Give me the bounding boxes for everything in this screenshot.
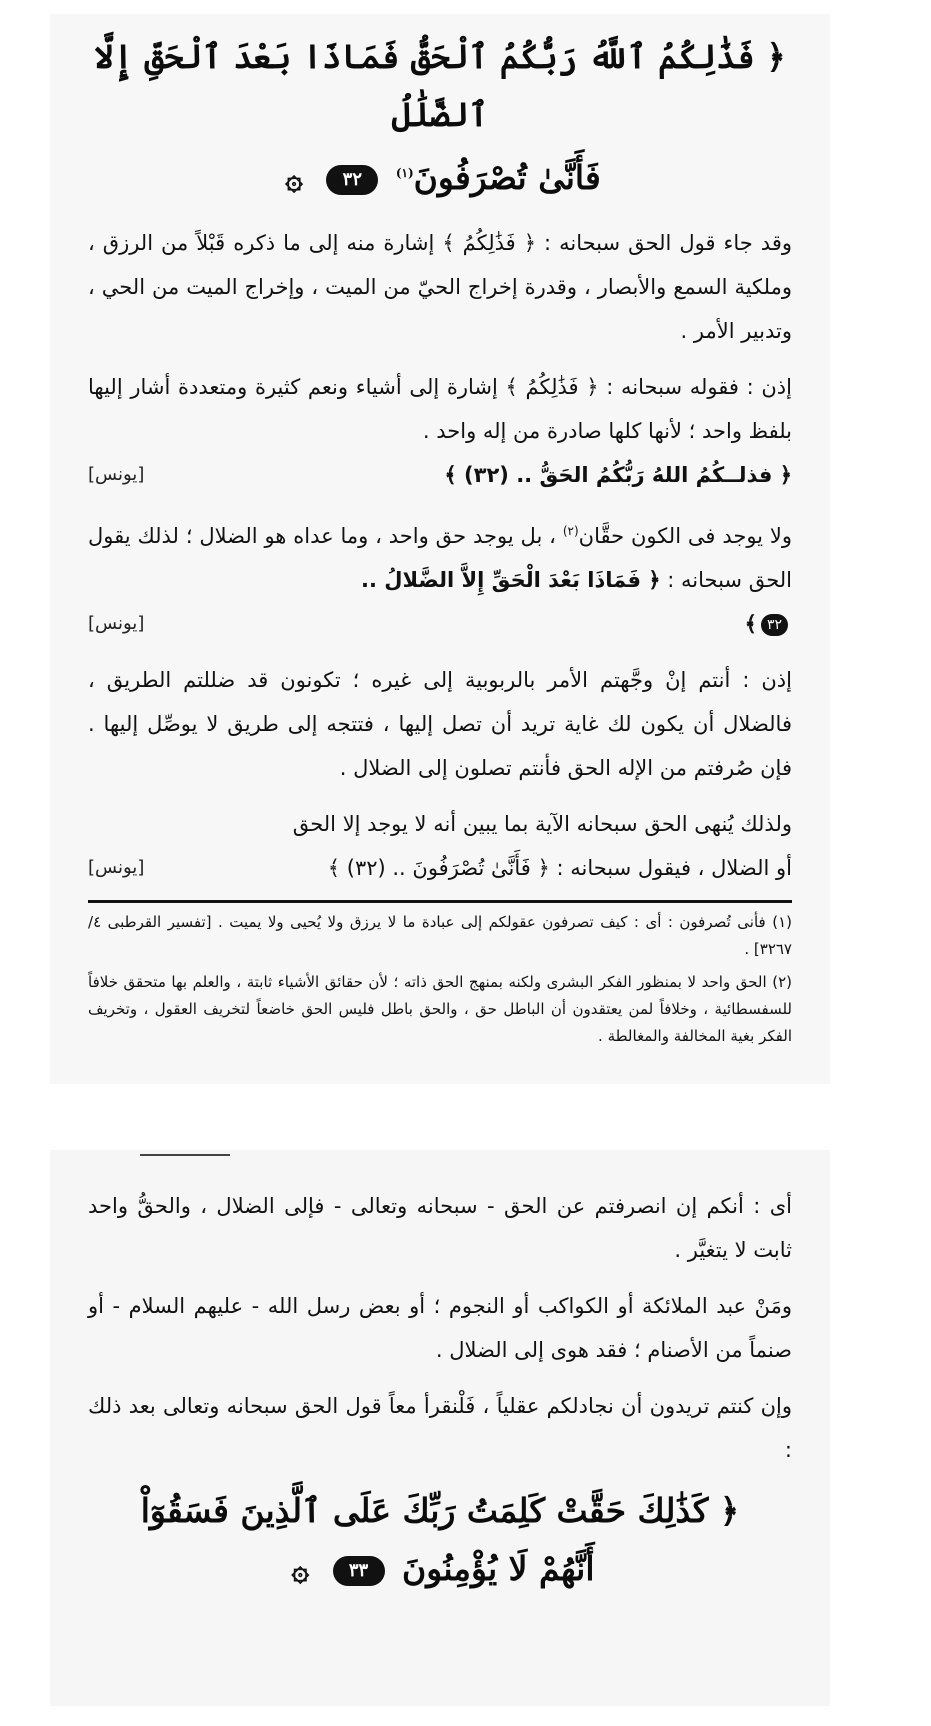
paragraph-2: إذن : فقوله سبحانه : ﴿ فَذَٰلِكُمُ ﴾ إشارة إلى أشياء ونعم كثيرة ومتعددة أشار إليها بلفظ واحد ؛ لأنها كلها صادرة من إله واحد . [88,375,792,443]
verse-line-1: ﴿ فَذَٰلِكُمُ ٱللَّهُ رَبُّكُمُ ٱلْحَقُّ فَمَاذَا بَعْدَ ٱلْحَقِّ إِلَّا ٱلضَّلَٰلُ [94,37,786,134]
surah-ref-2: [يونس] [88,613,145,634]
verse-line-2-text: فَأَنَّىٰ تُصْرَفُونَ [413,158,601,197]
verse-line-2 [50,144,830,209]
ayah-number-badge-33: ٣٣ [333,1556,385,1586]
quote-line-1 [50,453,830,497]
surah-ref-3: [يونس] [88,857,145,878]
quote-text-1: ﴿ فذلــكُمُ اللهُ رَبُّكُمُ الحَقُّ .. (٣٢) ﴾ [444,463,792,487]
quote-line-3 [50,846,830,890]
verse-33-line-1: ﴿ كَذَٰلِكَ حَقَّتْ كَلِمَتُ رَبِّكَ عَلَى ٱلَّذِينَ فَسَقُوٓاْ [140,1491,740,1530]
paragraph-8: وإن كنتم تريدون أن نجادلكم عقلياً ، فَلْنقرأ معاً قول الحق سبحانه وتعالى بعد ذلك : [88,1394,792,1462]
paragraph-5-line-1: ولذلك يُنهى الحق سبحانه الآية بما يبين أنه لا يوجد إلا الحق [292,812,792,836]
verse-end-ornament-icon: ۞ [291,1553,310,1588]
paragraph-7: ومَنْ عبد الملائكة أو الكواكب أو النجوم ؛ أو بعض رسل الله - عليهم السلام - أو صنماً من الأصنام ؛ فقد هوى إلى الضلال . [88,1294,792,1362]
paragraph-4: إذن : أنتم إنْ وجَّهتم الأمر بالربوبية إلى غيره ؛ تكونون قد ضللتم الطريق ، فالضلال أن يكون لك غاية تريد أن تصل إليها ، فتتجه إلى طريق لا يوصِّل إليها . فإن صُرفتم من الإله الحق فأنتم تصلون إلى الضلال . [88,668,792,780]
paragraph-6: أى : أنكم إن انصرفتم عن الحق - سبحانه وتعالى - فإلى الضلال ، والحقُّ واحد ثابت لا يتغيَّر . [88,1194,792,1262]
verse-33-line-2-text: أَنَّهُمْ لَا يُؤْمِنُونَ [402,1549,595,1588]
ayah-number-small: ٣٢ [761,614,788,636]
footnote-2: (٢) الحق واحد لا بمنظور الفكر البشرى ولكنه بمنهج الحق ذاته ؛ لأن حقائق الأشياء ثابتة ، والعلم بها متحقق خلافاً للسفسطائية ، وخلافاً لمن يعتقدون أن الباطل حق ، والحق باطل فليس الحق خاضعاً لتخريف العقول ، وتخريف الفكر بغية المخالفة والمغالطة . [88,973,792,1045]
footnote-ref-1: (١) [395,166,414,180]
page-edge-mark [140,1154,230,1156]
paragraph-3-start: ولا يوجد فى الكون حقَّان [578,524,792,548]
quote-close-bracket: ﴾ [744,612,757,636]
quran-verse-33 [50,1482,830,1600]
verse-end-ornament-icon: ۞ [285,162,303,197]
ayah-number-badge: ٣٢ [326,165,378,195]
paragraph-3-quote: ﴿ فَمَاذَا بَعْدَ الْحَقِّ إِلاَّ الضَّلالُ .. [360,568,661,592]
paragraph-1: وقد جاء قول الحق سبحانه : ﴿ فَذَٰلِكُمُ ﴾ إشارة منه إلى ما ذكره قَبْلاً من الرزق ، وملكية السمع والأبصار ، وقدرة إخراج الحيّ من الميت ، وإخراج الميت من الحي ، وتدبير الأمر . [88,231,792,343]
footnote-ref-2: (٢) [562,524,579,538]
surah-ref-1: [يونس] [88,464,145,485]
book-page-bottom [50,1150,830,1706]
quote-2-end [745,602,792,646]
footnote-1: (١) فأنى تُصرفون : أى : كيف تصرفون عقولكم إلى عبادة ما لا يرزق ولا يُحيى ولا يميت . [تفسير القرطبى ٤/ ٣٢٦٧] . [88,913,792,958]
book-page-top [50,14,830,1084]
quran-verse-32 [50,28,830,209]
quote-line-2 [50,602,830,646]
paragraph-3 [50,509,830,602]
verse-33-line-2 [50,1540,830,1600]
paragraph-3-middle: ، بل يوجد حق واحد ، وما عداه هو الضلال ؛ لذلك يقول الحق سبحانه : [88,524,792,592]
footnote-divider [88,900,792,903]
paragraph-5-line-2: أو الضلال ، فيقول سبحانه : ﴿ فَأَنَّىٰ تُصْرَفُونَ .. (٣٢) ﴾ [327,856,792,880]
